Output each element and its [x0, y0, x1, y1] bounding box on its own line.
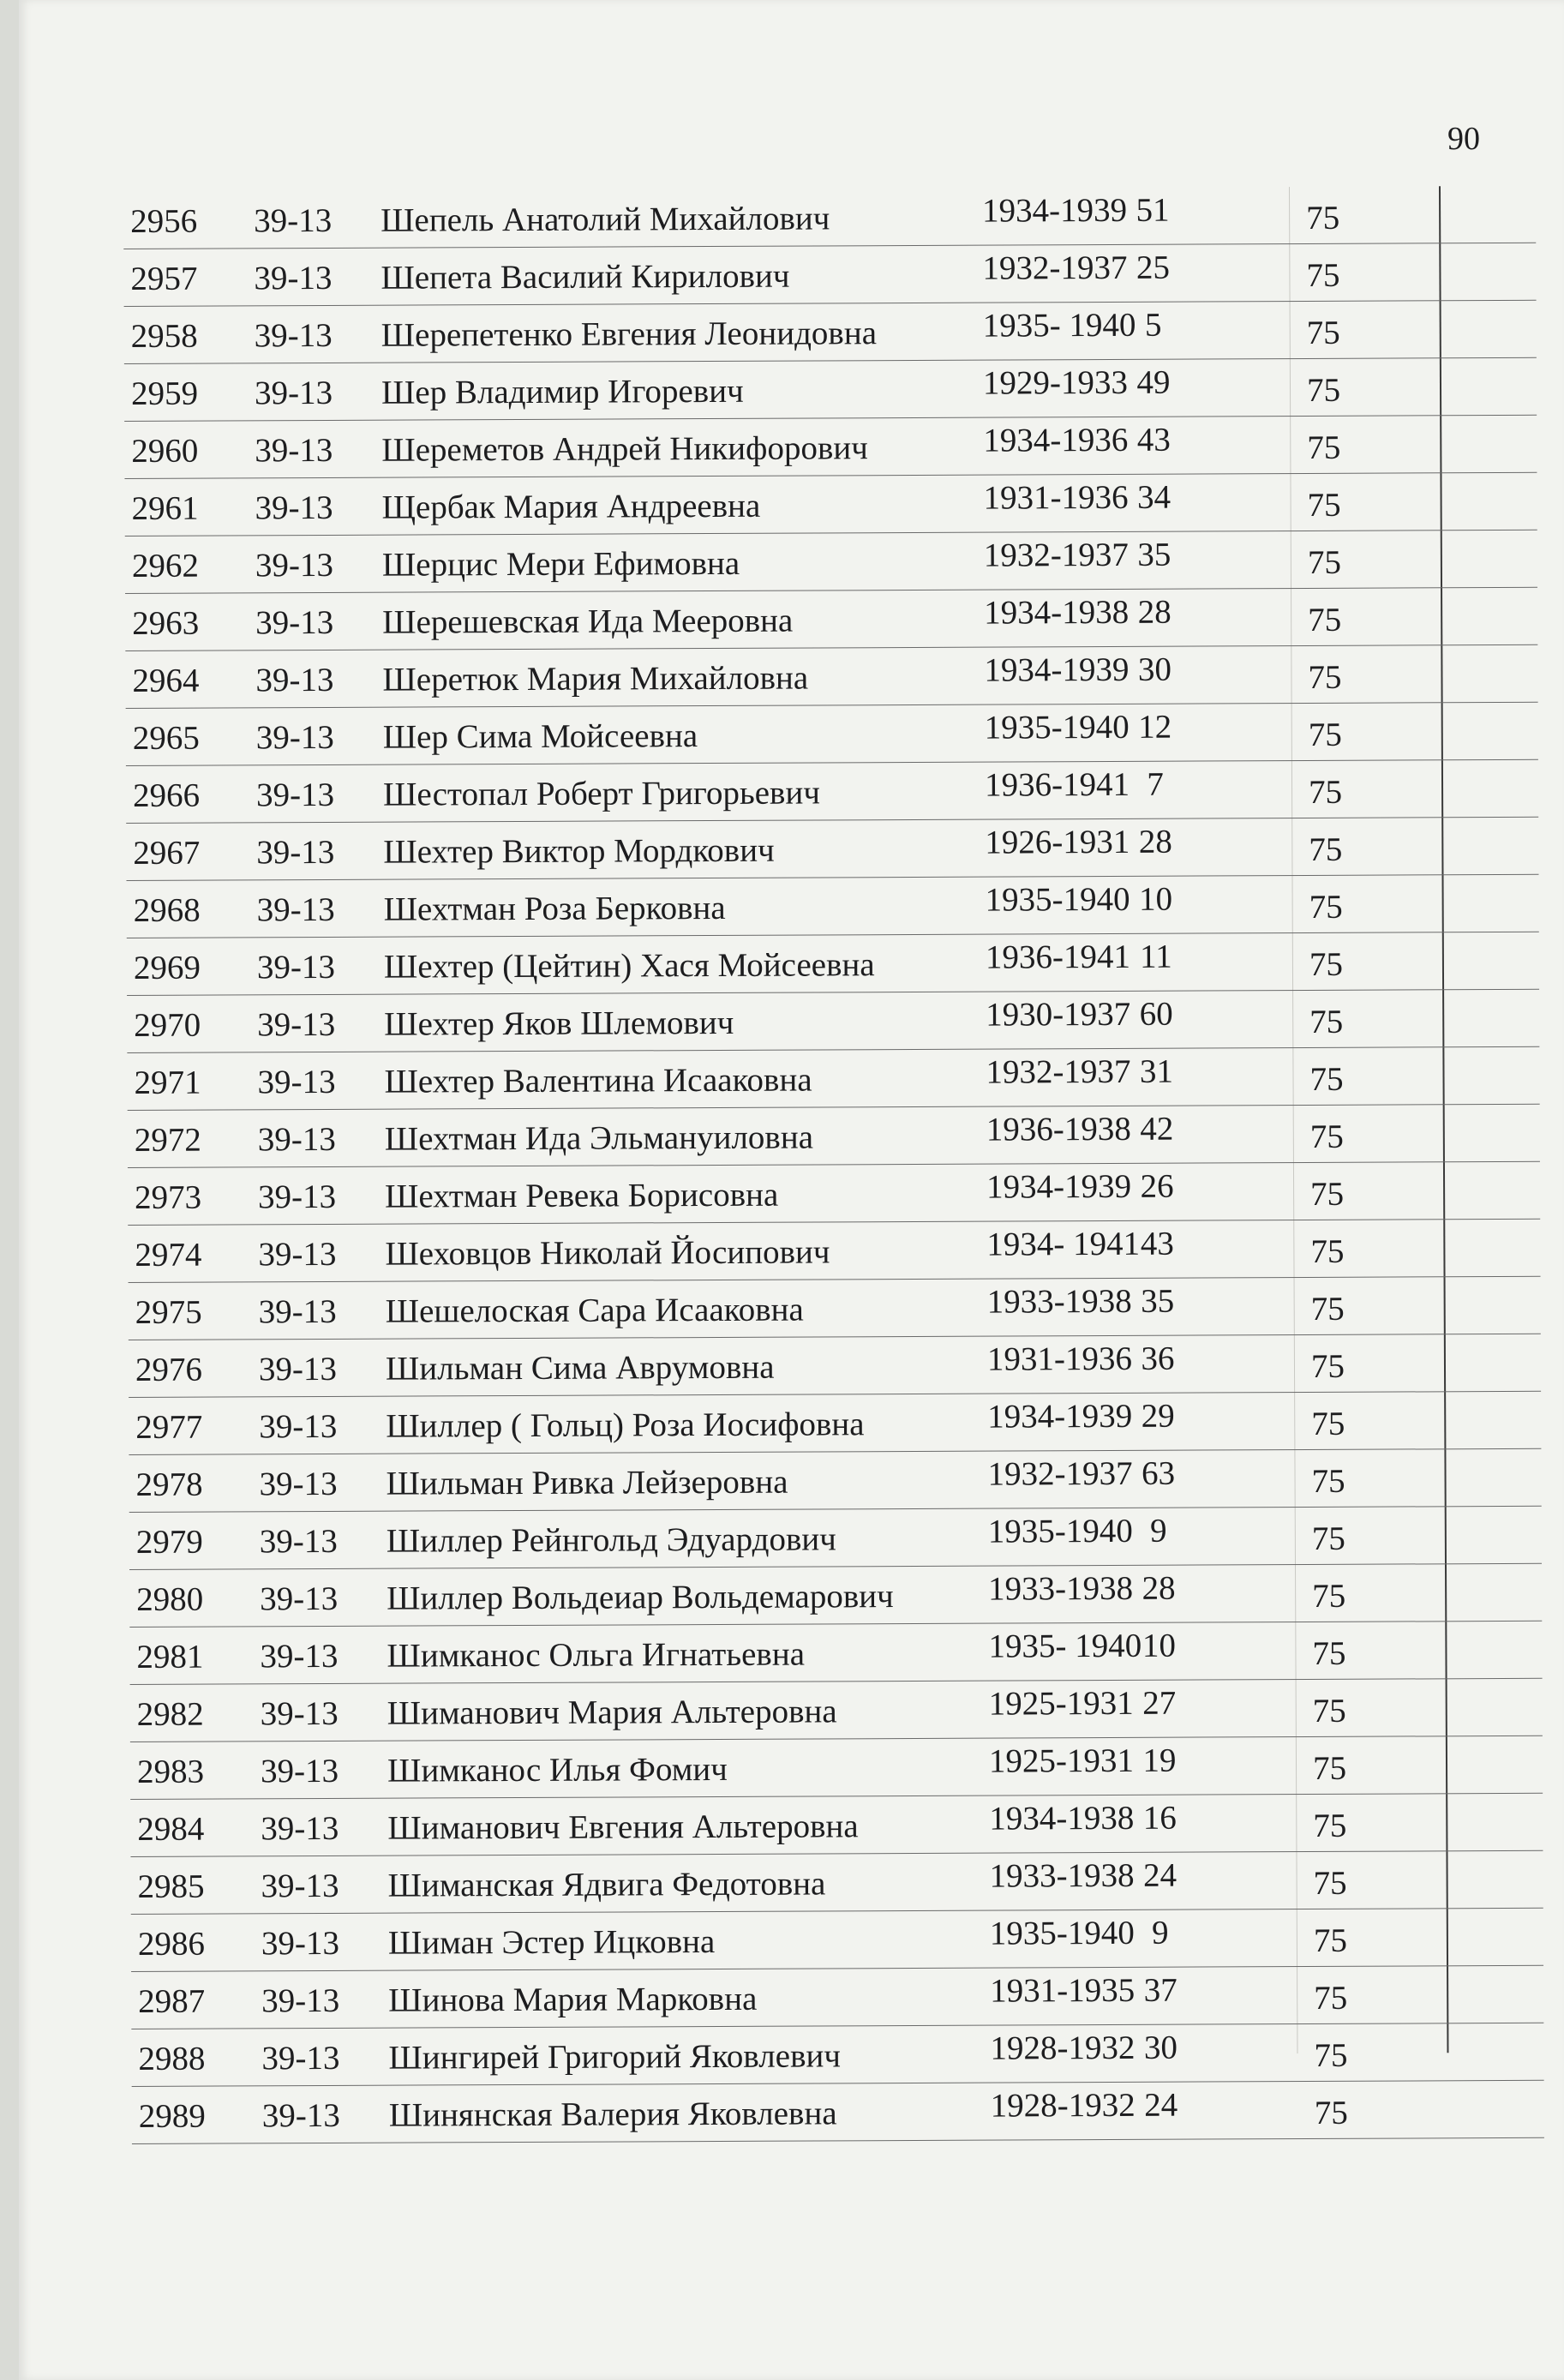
record-code: 39-13 — [257, 1005, 336, 1044]
person-name: Шиллер ( Гольц) Роза Иосифовна — [386, 1406, 865, 1445]
record-value: 75 — [1310, 1347, 1345, 1385]
record-value: 75 — [1311, 1405, 1345, 1442]
years-range: 1934-1939 — [987, 1397, 1133, 1436]
record-count: 27 — [1142, 1684, 1177, 1722]
record-number: 2977 — [135, 1408, 203, 1446]
record-value: 75 — [1308, 773, 1343, 811]
table-row — [128, 1220, 1540, 1283]
years-range: 1934- 1941 — [986, 1225, 1141, 1263]
table-row — [130, 1736, 1543, 1800]
record-code: 39-13 — [255, 603, 334, 642]
record-count: 9 — [1152, 1914, 1169, 1951]
person-name: Шиманович Мария Альтеровна — [387, 1693, 837, 1732]
person-name: Шереметов Андрей Никифорович — [381, 429, 868, 469]
record-code: 39-13 — [255, 776, 335, 814]
table-row — [124, 301, 1537, 364]
record-code: 39-13 — [259, 1407, 338, 1446]
table-row — [125, 531, 1537, 594]
years-range: 1935-1940 — [985, 880, 1130, 919]
years-range: 1935-1940 — [989, 1914, 1135, 1952]
years-range: 1934-1936 — [983, 421, 1129, 459]
years-range: 1933-1938 — [986, 1282, 1132, 1321]
record-count: 28 — [1142, 1569, 1176, 1607]
record-number: 2980 — [136, 1580, 204, 1618]
person-name: Шильман Сима Аврумовна — [385, 1348, 775, 1388]
record-code: 39-13 — [261, 1981, 340, 2020]
years-range: 1935- 1940 — [982, 306, 1136, 345]
record-number: 2987 — [138, 1982, 206, 2020]
record-code: 39-13 — [254, 201, 333, 240]
record-value: 75 — [1308, 601, 1342, 638]
record-code: 39-13 — [257, 1063, 336, 1101]
record-number: 2971 — [134, 1064, 201, 1101]
record-code: 39-13 — [256, 833, 335, 872]
record-value: 75 — [1313, 1921, 1348, 1959]
person-name: Шерепетенко Евгения Леонидовна — [381, 315, 878, 354]
records-table — [123, 186, 1544, 2144]
person-name: Шимканос Ольга Игнатьевна — [387, 1635, 806, 1675]
record-number: 2961 — [131, 489, 199, 527]
record-count: 37 — [1143, 1971, 1177, 2009]
record-code: 39-13 — [258, 1292, 337, 1331]
table-row — [129, 1334, 1541, 1398]
record-value: 75 — [1311, 1520, 1345, 1557]
record-number: 2968 — [133, 891, 201, 929]
record-count: 26 — [1140, 1167, 1174, 1205]
table-row — [129, 1277, 1541, 1340]
person-name: Шепета Василий Кирилович — [381, 257, 790, 297]
table-row — [131, 2023, 1543, 2087]
record-value: 75 — [1308, 658, 1342, 696]
record-value: 75 — [1309, 888, 1343, 926]
table-row — [132, 2081, 1544, 2144]
table-row — [124, 416, 1537, 479]
record-value: 75 — [1306, 314, 1340, 351]
record-number: 2964 — [132, 662, 200, 699]
record-value: 75 — [1312, 1577, 1346, 1615]
person-name: Щербак Мария Андреевна — [381, 487, 761, 526]
record-number: 2962 — [131, 547, 199, 585]
record-number: 2969 — [133, 949, 201, 986]
years-range: 1934-1939 — [984, 650, 1130, 689]
record-code: 39-13 — [254, 374, 333, 412]
table-row — [127, 932, 1539, 996]
years-range: 1934-1939 — [986, 1167, 1132, 1206]
record-count: 11 — [1140, 938, 1172, 975]
table-row — [131, 1966, 1543, 2029]
person-name: Шильман Ривка Лейзеровна — [386, 1463, 788, 1502]
record-count: 34 — [1136, 478, 1172, 516]
record-number: 2965 — [132, 719, 200, 757]
record-value: 75 — [1314, 1979, 1348, 2017]
record-code: 39-13 — [259, 1465, 338, 1503]
years-range: 1935- 1940 — [988, 1627, 1142, 1665]
record-number: 2963 — [132, 604, 200, 642]
record-number: 2979 — [135, 1523, 203, 1561]
years-range: 1928-1932 — [990, 2029, 1136, 2067]
record-value: 75 — [1306, 371, 1341, 409]
record-number: 2975 — [135, 1293, 202, 1331]
person-name: Шехтман Ревека Борисовна — [385, 1176, 779, 1215]
table-row — [126, 703, 1538, 766]
record-number: 2984 — [137, 1810, 205, 1848]
person-name: Шехтер Валентина Исааковна — [384, 1061, 812, 1100]
record-code: 39-13 — [260, 1637, 339, 1676]
record-number: 2973 — [135, 1178, 202, 1216]
person-name: Шешелоская Сара Исааковна — [385, 1291, 804, 1330]
record-value: 75 — [1309, 830, 1343, 868]
record-code: 39-13 — [255, 546, 333, 585]
document-page — [19, 0, 1564, 2380]
record-code: 39-13 — [257, 1120, 336, 1159]
record-count: 12 — [1138, 708, 1172, 746]
person-name: Шиман Эстер Ицковна — [387, 1923, 716, 1962]
person-name: Шеретюк Мария Михайловна — [382, 659, 809, 698]
person-name: Шехтер Виктор Мордкович — [383, 831, 775, 871]
years-range: 1930-1937 — [986, 995, 1131, 1034]
record-count: 24 — [1144, 2086, 1178, 2124]
record-number: 2981 — [136, 1638, 204, 1676]
record-count: 60 — [1139, 995, 1173, 1033]
record-value: 75 — [1310, 1290, 1345, 1328]
record-count: 43 — [1136, 421, 1171, 459]
years-range: 1933-1938 — [989, 1856, 1135, 1895]
record-number: 2974 — [135, 1236, 202, 1274]
record-code: 39-13 — [254, 259, 333, 297]
record-code: 39-13 — [261, 1809, 339, 1848]
record-code: 39-13 — [256, 890, 335, 929]
record-code: 39-13 — [261, 2096, 340, 2135]
years-range: 1936-1938 — [986, 1110, 1131, 1148]
record-value: 75 — [1313, 1807, 1347, 1844]
record-code: 39-13 — [258, 1350, 338, 1388]
table-row — [129, 1449, 1541, 1513]
table-row — [126, 760, 1538, 824]
record-value: 75 — [1309, 1118, 1344, 1155]
record-number: 2972 — [134, 1121, 201, 1159]
table-row — [128, 1105, 1540, 1168]
person-name: Шинова Мария Марковна — [388, 1980, 758, 2019]
table-row — [124, 358, 1537, 422]
years-range: 1931-1936 — [986, 1340, 1133, 1378]
record-number: 2970 — [134, 1006, 201, 1044]
record-count: 30 — [1137, 650, 1172, 688]
record-number: 2976 — [135, 1351, 203, 1388]
person-name: Шиманская Ядвига Федотовна — [387, 1865, 826, 1904]
record-value: 75 — [1308, 716, 1342, 753]
years-range: 1936-1941 — [984, 765, 1130, 804]
years-range: 1931-1935 — [990, 1971, 1136, 2010]
page-number: 90 — [1447, 121, 1480, 157]
years-range: 1931-1936 — [983, 478, 1129, 517]
record-value: 75 — [1314, 2036, 1348, 2074]
record-code: 39-13 — [260, 1752, 339, 1790]
table-row — [130, 1679, 1543, 1742]
record-count: 28 — [1137, 593, 1172, 631]
record-number: 2978 — [135, 1466, 203, 1503]
record-value: 75 — [1309, 1060, 1344, 1098]
record-value: 75 — [1307, 486, 1341, 524]
person-name: Шер Сима Мойсеевна — [382, 717, 698, 756]
years-range: 1932-1937 — [983, 536, 1129, 574]
record-number: 2967 — [133, 834, 201, 872]
record-code: 39-13 — [259, 1522, 338, 1561]
record-value: 75 — [1306, 256, 1340, 294]
record-code: 39-13 — [261, 1867, 339, 1905]
person-name: Шиллер Вольдеиар Вольдемарович — [387, 1578, 894, 1617]
record-number: 2989 — [138, 2097, 206, 2135]
record-count: 16 — [1142, 1799, 1177, 1837]
record-count: 51 — [1136, 191, 1170, 229]
person-name: Шерцис Мери Ефимовна — [381, 544, 740, 584]
record-count: 7 — [1147, 765, 1164, 803]
years-range: 1926-1931 — [985, 823, 1130, 861]
table-row — [123, 186, 1536, 249]
record-count: 25 — [1136, 249, 1170, 286]
record-count: 29 — [1141, 1397, 1175, 1435]
record-value: 75 — [1313, 1864, 1347, 1902]
person-name: Шер Владимир Игоревич — [381, 372, 744, 411]
record-number: 2986 — [137, 1925, 206, 1963]
record-count: 31 — [1139, 1052, 1174, 1090]
record-value: 75 — [1306, 199, 1340, 237]
record-count: 5 — [1144, 306, 1162, 344]
person-name: Шехтман Ида Эльмануиловна — [384, 1118, 814, 1158]
person-name: Шестопал Роберт Григорьевич — [382, 774, 820, 813]
record-count: 9 — [1149, 1512, 1167, 1550]
record-code: 39-13 — [261, 2039, 340, 2077]
record-number: 2957 — [130, 260, 198, 297]
record-number: 2966 — [132, 776, 201, 814]
record-count: 28 — [1138, 823, 1172, 860]
record-code: 39-13 — [254, 316, 333, 355]
record-count: 24 — [1142, 1856, 1177, 1894]
table-row — [125, 588, 1537, 651]
record-code: 39-13 — [261, 1924, 340, 1963]
record-number: 2985 — [137, 1867, 205, 1905]
record-count: 30 — [1143, 2029, 1178, 2066]
record-value: 75 — [1307, 543, 1341, 581]
table-row — [127, 990, 1539, 1053]
table-row — [124, 473, 1537, 537]
record-value: 75 — [1309, 945, 1344, 983]
years-range: 1936-1941 — [985, 938, 1130, 976]
record-number: 2959 — [130, 375, 199, 412]
record-code: 39-13 — [255, 431, 333, 470]
table-row — [129, 1622, 1542, 1685]
person-name: Шимканос Илья Фомич — [387, 1750, 728, 1789]
years-range: 1934-1938 — [989, 1799, 1135, 1837]
years-range: 1925-1931 — [988, 1742, 1135, 1780]
person-name: Шехтман Роза Берковна — [383, 889, 726, 928]
years-range: 1929-1933 — [982, 363, 1129, 402]
table-row — [127, 1047, 1539, 1111]
person-name: Шехтер Яков Шлемович — [384, 1004, 734, 1043]
person-name: Шинянская Валерия Яковлевна — [388, 2095, 837, 2134]
table-row — [129, 1392, 1541, 1455]
record-code: 39-13 — [258, 1235, 337, 1274]
record-value: 75 — [1310, 1232, 1345, 1270]
table-row — [130, 1794, 1543, 1857]
record-code: 39-13 — [255, 718, 334, 757]
years-range: 1932-1937 — [982, 249, 1128, 287]
record-code: 39-13 — [260, 1580, 339, 1618]
years-range: 1935-1940 — [987, 1512, 1133, 1550]
years-range: 1932-1937 — [987, 1454, 1133, 1493]
record-number: 2988 — [138, 2040, 206, 2077]
years-range: 1934-1939 — [982, 191, 1128, 230]
table-row — [129, 1507, 1542, 1570]
years-range: 1933-1938 — [988, 1569, 1134, 1608]
years-range: 1934-1938 — [984, 593, 1130, 632]
person-name: Шиманович Евгения Альтеровна — [387, 1807, 859, 1847]
record-value: 75 — [1312, 1749, 1347, 1787]
record-value: 75 — [1314, 2094, 1348, 2131]
person-name: Шеховцов Николай Йосипович — [385, 1233, 830, 1273]
table-row — [126, 818, 1538, 881]
person-name: Шингирей Григорий Яковлевич — [388, 2037, 842, 2077]
person-name: Шепель Анатолий Михайлович — [381, 200, 830, 239]
record-count: 10 — [1139, 880, 1173, 918]
record-count: 19 — [1142, 1742, 1177, 1779]
table-row — [128, 1162, 1540, 1226]
table-row — [129, 1564, 1542, 1628]
record-number: 2983 — [136, 1753, 205, 1790]
table-row — [130, 1851, 1543, 1915]
record-value: 75 — [1311, 1462, 1345, 1500]
record-count: 35 — [1141, 1282, 1175, 1320]
record-count: 42 — [1140, 1110, 1174, 1148]
record-code: 39-13 — [260, 1694, 339, 1733]
years-range: 1932-1937 — [986, 1052, 1131, 1091]
record-count: 63 — [1141, 1454, 1176, 1492]
table-row — [131, 1909, 1543, 1972]
record-value: 75 — [1312, 1634, 1346, 1672]
record-count: 36 — [1141, 1340, 1175, 1377]
years-range: 1928-1932 — [990, 2086, 1136, 2125]
record-number: 2958 — [130, 317, 198, 355]
record-code: 39-13 — [258, 1178, 337, 1216]
record-code: 39-13 — [255, 661, 334, 699]
record-value: 75 — [1310, 1175, 1345, 1213]
record-number: 2960 — [131, 432, 199, 470]
table-row — [123, 243, 1536, 307]
record-value: 75 — [1307, 429, 1341, 466]
record-number: 2956 — [130, 202, 198, 240]
person-name: Шиллер Рейнгольд Эдуардович — [386, 1520, 836, 1560]
record-value: 75 — [1309, 1003, 1344, 1040]
record-value: 75 — [1312, 1692, 1346, 1730]
record-count: 35 — [1137, 536, 1172, 573]
table-row — [125, 645, 1537, 709]
person-name: Шерешевская Ида Мееровна — [382, 602, 794, 641]
record-number: 2982 — [136, 1695, 204, 1733]
table-row — [127, 875, 1539, 938]
years-range: 1935-1940 — [984, 708, 1130, 746]
person-name: Шехтер (Цейтин) Хася Мойсеевна — [383, 946, 875, 986]
record-count: 49 — [1136, 363, 1171, 401]
years-range: 1925-1931 — [988, 1684, 1134, 1723]
record-code: 39-13 — [255, 489, 333, 527]
record-count: 10 — [1142, 1627, 1177, 1664]
record-code: 39-13 — [256, 948, 336, 986]
record-count: 43 — [1140, 1225, 1174, 1262]
